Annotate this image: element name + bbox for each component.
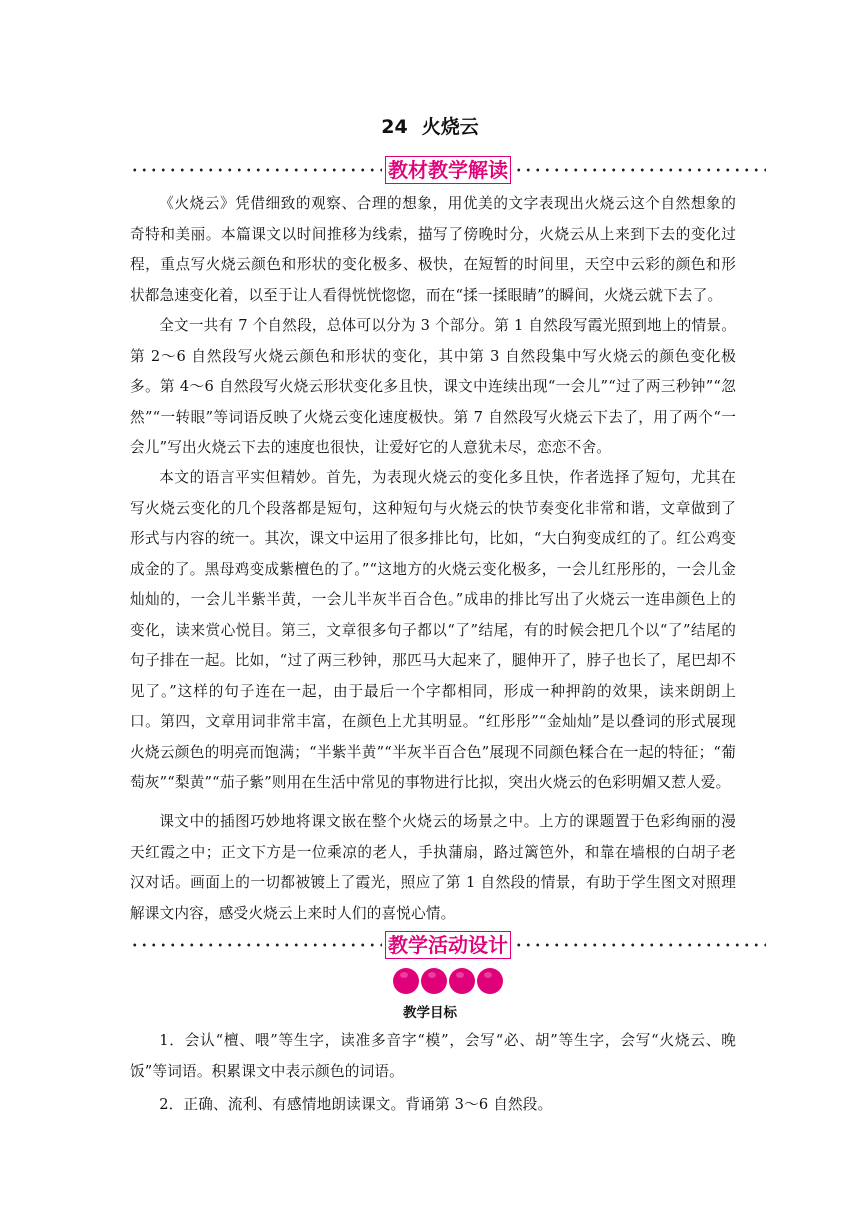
reading-paragraph-3: 本文的语言平实但精妙。首先，为表现火烧云的变化多且快，作者选择了短句，尤其在写火烧云变化的几个段落都是短句，这种短句与火烧云的快节奏变化非常和谐，文章做到了形式与内容的统一。其次，课文中运用了很多排比句，比如，“大白狗变成红的了。红公鸡变成金的了。黑母鸡变成紫檀色的了。”“这地方的火烧云变化极多，一会儿红彤彤的，一会儿金灿灿的，一会儿半紫半黄，一会儿半灰半百合色。”成串的排比写出了火烧云一连串颜色上的变化，读来赏心悦目。第三，文章很多句子都以“了”结尾，有的时候会把几个以“了”结尾的句子排在一起。比如，“过了两三秒钟，那匹马大起来了，腿伸开了，脖子也长了，尾巴却不见了。”这样的句子连在一起，由于最后一个字都相同，形成一种押韵的效果，读来朗朗上口。第四，文章用词非常丰富，在颜色上尤其明显。“红彤彤”“金灿灿”是以叠词的形式展现火烧云颜色的明亮而饱满；“半紫半黄”“半灰半百合色”展现不同颜色糅合在一起的特征；“葡萄灰”“梨黄”“茄子紫”则用在生活中常见的事物进行比拟，突出火烧云的色彩明媚又惹人爱。 [130,469,736,791]
reading-paragraph-4: 课文中的插图巧妙地将课文嵌在整个火烧云的场景之中。上方的课题置于色彩绚丽的漫天红霞之中；正文下方是一位乘凉的老人，手执蒲扇，路过篱笆外，和靠在墙根的白胡子老汉对话。画面上的一切都被镀上了霞光，照应了第 1 自然段的情景，有助于学生图文对照理解课文内容，感受火烧云上来时人们的喜悦心情。 [130,813,736,922]
badge-circle-icon [477,968,503,994]
section-label-reading: 教材教学解读 [385,156,511,184]
goal-item-1: 1．会认“檀、喂”等生字，读准多音字“模”，会写“必、胡”等生字，会写“火烧云、晚饭”等词语。积累课文中表示颜色的词语。 [130,1032,736,1080]
dotted-rule-left [130,167,382,173]
section-divider-activity [130,930,766,960]
reading-paragraph-1: 《火烧云》凭借细致的观察、合理的想象，用优美的文字表现出火烧云这个自然想象的奇特和美丽。本篇课文以时间推移为线索，描写了傍晚时分，火烧云从上来到下去的变化过程，重点写火烧云颜色和形状的变化极多、极快，在短暂的时间里，天空中云彩的颜色和形状都急速变化着，以至于让人看得恍恍惚惚，而在“揉一揉眼睛”的瞬间，火烧云就下去了。 [130,195,736,304]
lesson-number: 24 [381,116,408,138]
goal-item-2: 2．正确、流利、有感情地朗读课文。背诵第 3～6 自然段。 [159,1096,553,1113]
dotted-rule-right [514,942,766,948]
section-divider-reading [130,155,766,185]
reading-paragraph-2: 全文一共有 7 个自然段，总体可以分为 3 个部分。第 1 自然段写霞光照到地上的情景。第 2～6 自然段写火烧云颜色和形状的变化，其中第 3 自然段集中写火烧云的颜色变化极多。第 4～6 自然段写火烧云形状变化多且快，课文中连续出现“一会儿”“过了两三秒钟”“忽然”“一转眼”等词语反映了火烧云变化速度极快。第 7 自然段写火烧云下去了，用了两个“一会儿”写出火烧云下去的速度也很快，让爱好它的人意犹未尽，恋恋不舍。 [130,317,736,456]
lesson-name: 火烧云 [421,116,479,138]
goals-heading: 教学目标 [403,1005,457,1021]
badge-circle-icon [421,968,447,994]
badge-circle-icon [393,968,419,994]
dotted-rule-right [514,167,766,173]
lesson-title [0,112,860,139]
section-label-activity: 教学活动设计 [385,931,511,959]
dotted-rule-left [130,942,382,948]
decorative-badges [393,968,503,998]
badge-circle-icon [449,968,475,994]
